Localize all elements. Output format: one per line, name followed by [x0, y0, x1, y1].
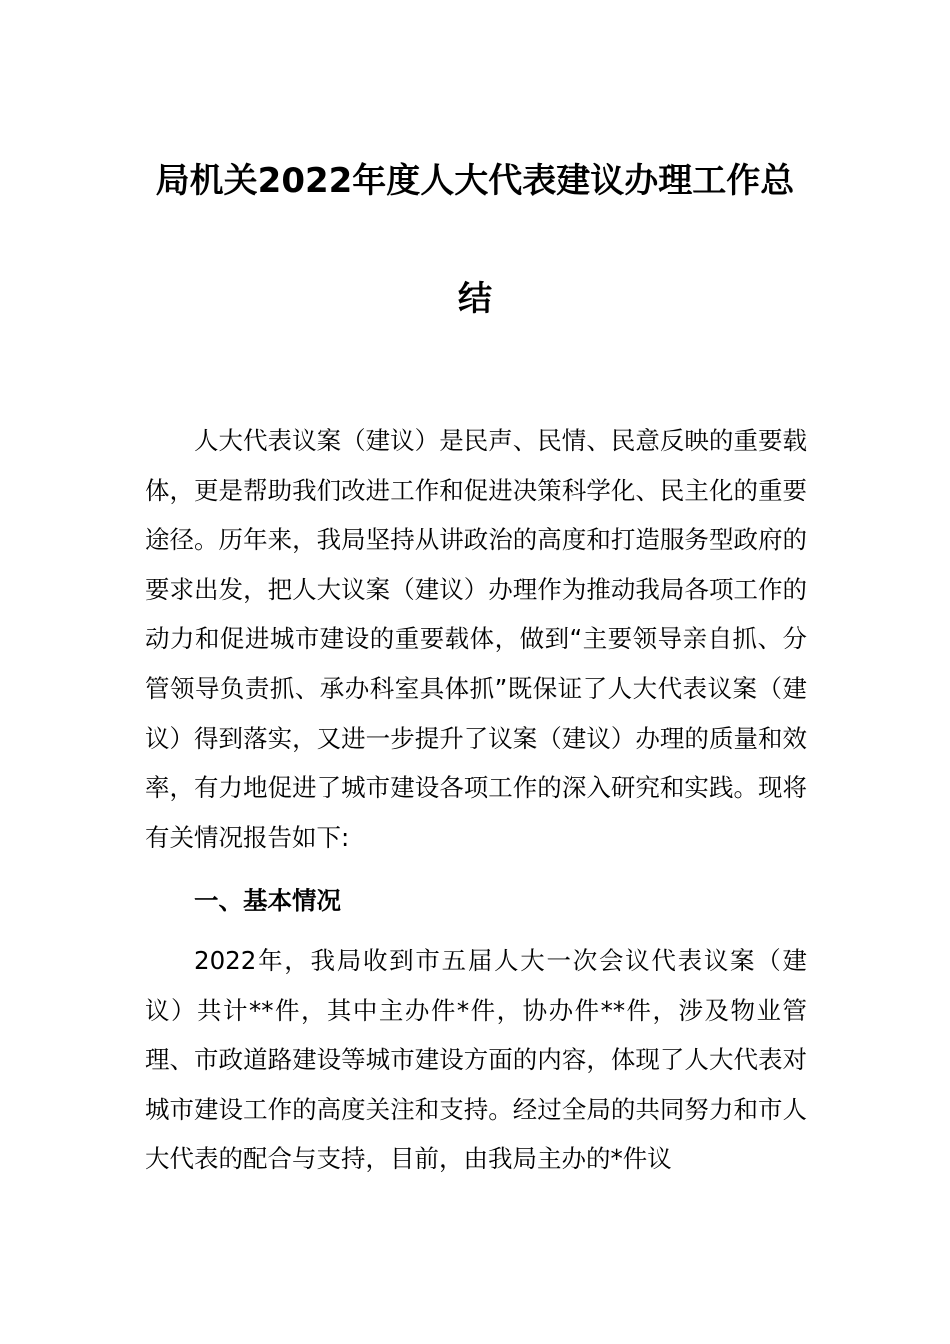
basic-situation-paragraph: 2022年，我局收到市五届人大一次会议代表议案（建议）共计**件，其中主办件*件，协办件**件，涉及物业管理、市政道路建设等城市建设方面的内容，体现了人大代表对城市建设工作的高度关注和支持。经过全局的共同努力和市人大代表的配合与支持，目前，由我局主办的*件议	[145, 946, 807, 1174]
section-heading-basic-situation: 一、基本情况	[194, 886, 341, 915]
intro-paragraph: 人大代表议案（建议）是民声、民情、民意反映的重要载体，更是帮助我们改进工作和促进决策科学化、民主化的重要途径。历年来，我局坚持从讲政治的高度和打造服务型政府的要求出发，把人大议案（建议）办理作为推动我局各项工作的动力和促进城市建设的重要载体，做到“主要领导亲自抓、分管领导负责抓、承办科室具体抓”既保证了人大代表议案（建议）得到落实，又进一步提升了议案（建议）办理的质量和效率，有力地促进了城市建设各项工作的深入研究和实践。现将有关情况报告如下:	[145, 426, 807, 852]
document-title-line2: 结	[458, 279, 492, 319]
document-title-line1: 局机关2022年度人大代表建议办理工作总	[155, 161, 795, 201]
